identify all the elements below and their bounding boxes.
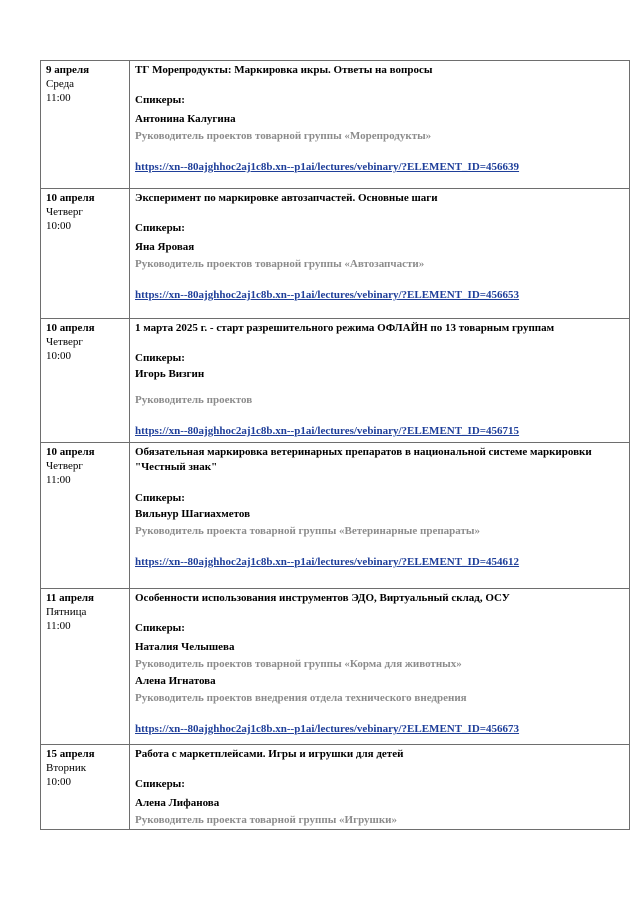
speaker-name: Вильнур Шагиахметов xyxy=(135,508,251,520)
speakers-label: Спикеры: xyxy=(135,352,185,364)
speaker-name: Алена Лифанова xyxy=(135,797,220,809)
event-weekday: Четверг xyxy=(46,336,83,348)
webinar-link[interactable]: https://xn--80ajghhoc2aj1c8b.xn--p1ai/lectures/vebinary/?ELEMENT_ID=456639 xyxy=(135,161,520,173)
event-date: 10 апреля xyxy=(46,322,95,334)
speaker-role: Руководитель проектов товарной группы «Корма для животных» xyxy=(135,658,462,670)
table-row xyxy=(41,745,630,830)
event-weekday: Вторник xyxy=(46,762,87,774)
details-cell xyxy=(130,319,630,443)
speakers-label: Спикеры: xyxy=(135,492,185,504)
event-time: 11:00 xyxy=(46,92,71,104)
table-row xyxy=(41,319,630,443)
table-row xyxy=(41,589,630,745)
details-cell xyxy=(130,745,630,830)
event-weekday: Четверг xyxy=(46,460,83,472)
event-time: 11:00 xyxy=(46,474,71,486)
event-date: 11 апреля xyxy=(46,592,94,604)
details-cell xyxy=(130,189,630,319)
event-title: Особенности использования инструментов ЭДО, Виртуальный склад, ОСУ xyxy=(135,592,510,604)
webinar-link[interactable]: https://xn--80ajghhoc2aj1c8b.xn--p1ai/lectures/vebinary/?ELEMENT_ID=454612 xyxy=(135,556,520,568)
event-title: Эксперимент по маркировке автозапчастей. Основные шаги xyxy=(135,192,438,204)
speakers-label: Спикеры: xyxy=(135,222,185,234)
date-cell xyxy=(41,745,130,830)
date-cell xyxy=(41,189,130,319)
speaker-name: Игорь Визгин xyxy=(135,368,205,380)
table-row xyxy=(41,443,630,589)
webinar-link[interactable]: https://xn--80ajghhoc2aj1c8b.xn--p1ai/lectures/vebinary/?ELEMENT_ID=456653 xyxy=(135,289,520,301)
event-weekday: Среда xyxy=(46,78,75,90)
event-title: ТГ Морепродукты: Маркировка икры. Ответы на вопросы xyxy=(135,64,433,76)
webinar-link[interactable]: https://xn--80ajghhoc2aj1c8b.xn--p1ai/lectures/vebinary/?ELEMENT_ID=456715 xyxy=(135,425,520,437)
speaker-role: Руководитель проектов xyxy=(135,394,253,406)
event-date: 10 апреля xyxy=(46,192,95,204)
date-cell xyxy=(41,319,130,443)
speakers-label: Спикеры: xyxy=(135,94,185,106)
speaker-role: Руководитель проектов товарной группы «Морепродукты» xyxy=(135,130,432,142)
event-weekday: Пятница xyxy=(46,606,87,618)
details-cell xyxy=(130,61,630,189)
webinar-schedule-table xyxy=(40,60,630,830)
date-cell xyxy=(41,61,130,189)
speaker-name: Антонина Калугина xyxy=(135,113,236,125)
speaker-role: Руководитель проекта товарной группы «Ветеринарные препараты» xyxy=(135,525,481,537)
speaker-name: Яна Яровая xyxy=(135,241,195,253)
event-title: Обязательная маркировка ветеринарных препаратов в национальной системе маркировки "Честный знак" xyxy=(135,446,592,473)
event-time: 10:00 xyxy=(46,776,72,788)
speakers-label: Спикеры: xyxy=(135,622,185,634)
event-time: 10:00 xyxy=(46,350,72,362)
speaker-role: Руководитель проектов товарной группы «Автозапчасти» xyxy=(135,258,425,270)
webinar-link[interactable]: https://xn--80ajghhoc2aj1c8b.xn--p1ai/lectures/vebinary/?ELEMENT_ID=456673 xyxy=(135,723,520,735)
event-date: 9 апреля xyxy=(46,64,90,76)
table-row xyxy=(41,189,630,319)
event-title: 1 марта 2025 г. - старт разрешительного режима ОФЛАЙН по 13 товарным группам xyxy=(135,322,555,334)
table-row xyxy=(41,61,630,189)
speakers-label: Спикеры: xyxy=(135,778,185,790)
event-title: Работа с маркетплейсами. Игры и игрушки для детей xyxy=(135,748,404,760)
details-cell xyxy=(130,589,630,745)
date-cell xyxy=(41,589,130,745)
speaker-role: Руководитель проекта товарной группы «Игрушки» xyxy=(135,814,398,826)
event-weekday: Четверг xyxy=(46,206,83,218)
event-time: 11:00 xyxy=(46,620,71,632)
speaker-role: Руководитель проектов внедрения отдела технического внедрения xyxy=(135,692,467,704)
details-cell xyxy=(130,443,630,589)
speaker-name: Наталия Челышева xyxy=(135,641,235,653)
event-date: 15 апреля xyxy=(46,748,95,760)
speaker-name: Алена Игнатова xyxy=(135,675,216,687)
event-time: 10:00 xyxy=(46,220,72,232)
event-date: 10 апреля xyxy=(46,446,95,458)
date-cell xyxy=(41,443,130,589)
